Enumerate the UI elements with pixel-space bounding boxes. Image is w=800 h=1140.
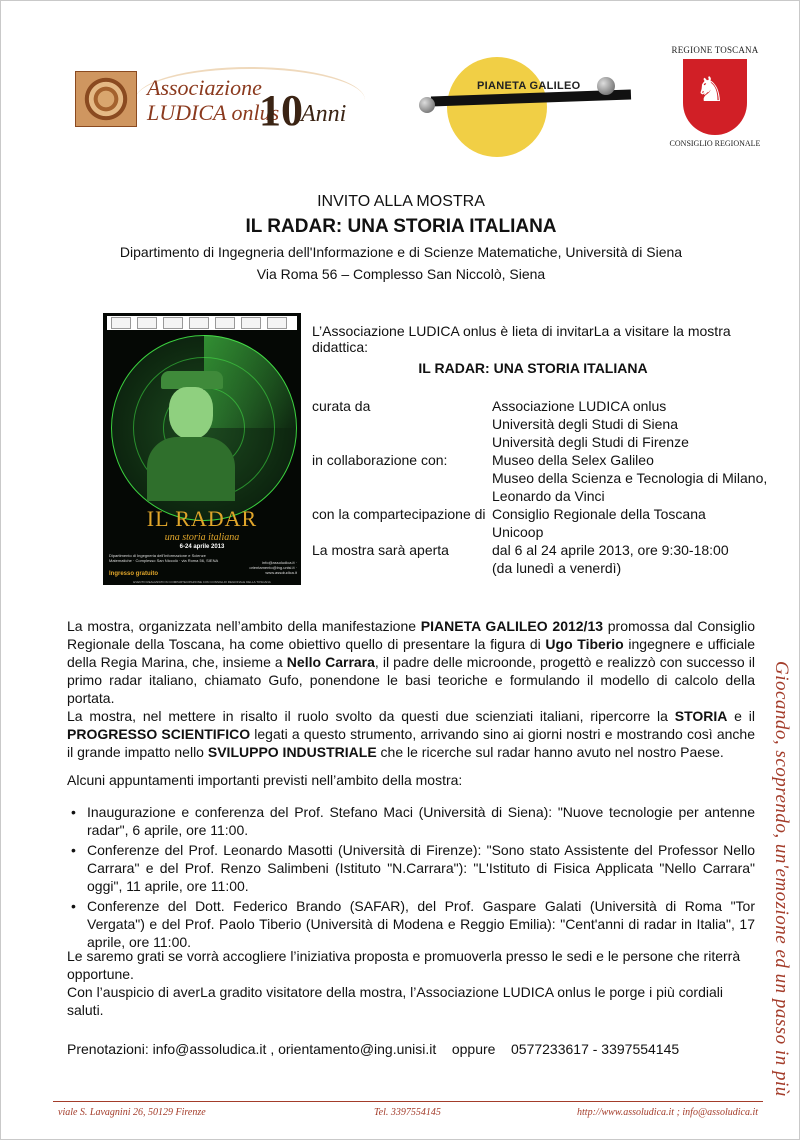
text-run: e il bbox=[727, 708, 755, 724]
closing-line: Con l’auspicio di averLa gradito visitatore della mostra, l’Associazione LUDICA onlus le porge i più cordiali saluti. bbox=[67, 984, 723, 1018]
footer-web: http://www.assoludica.it ; info@assoludica.it bbox=[577, 1107, 758, 1118]
text-run-bold: Ugo Tiberio bbox=[545, 636, 624, 652]
ludica-logo-ten: 10 bbox=[259, 86, 303, 135]
detail-value: dal 6 al 24 aprile 2013, ore 9:30-18:00 bbox=[492, 542, 729, 558]
poster-contacts: info@assoludica.it · orientamento@ing.unisi.it · www.assoludica.it bbox=[249, 560, 297, 575]
detail-values bbox=[492, 541, 782, 577]
text-run: promossa dal Consiglio Regionale della Toscana, ha come obiettivo quello di presentare la figura di bbox=[67, 618, 755, 652]
detail-value: Unicoop bbox=[492, 524, 544, 540]
horse-icon: ♞ bbox=[695, 71, 726, 109]
detail-value: (da lunedì a venerdì) bbox=[492, 560, 622, 576]
officer-uniform bbox=[147, 437, 235, 501]
regione-toscana-logo bbox=[669, 45, 761, 155]
officer-face bbox=[169, 387, 213, 439]
invito-heading: INVITO ALLA MOSTRA bbox=[317, 193, 485, 210]
detail-label: in collaborazione con: bbox=[312, 452, 448, 468]
text-run: , il padre delle microonde, progettò e realizzò con successo il primo radar italiano, chiamato Gufo, ponendone le basi teoriche e formulando il modello di calcolo della portata. bbox=[67, 654, 755, 706]
list-item: • Conferenze del Dott. Federico Brando (SAFAR), del Prof. Gaspare Galati (Università di Roma "Tor Vergata") e del Prof. Paolo Tiberio (Università di Modena e Reggio Emilia): "Cent'anni di radar in Italia", 17 aprile, ore 11:00. bbox=[67, 897, 755, 951]
detail-value: Museo della Selex Galileo bbox=[492, 452, 654, 468]
ludica-logo bbox=[75, 63, 365, 153]
body-paragraph bbox=[67, 617, 755, 707]
detail-row bbox=[312, 505, 782, 541]
text-run: legati a questo strumento, arrivando sino ai giorni nostri e mostrando così anche il grande impatto nello bbox=[67, 726, 755, 760]
page-title: IL RADAR: UNA STORIA ITALIANA bbox=[245, 216, 557, 237]
text-run: ingegnere e ufficiale della Regia Marina, che, insieme a bbox=[67, 636, 756, 670]
ludica-logo-line2: LUDICA onlus bbox=[147, 100, 280, 125]
toscana-logo-bottom: CONSIGLIO REGIONALE bbox=[669, 139, 761, 148]
sponsor-logo-icon bbox=[241, 317, 261, 329]
poster-subtitle: una storia italiana bbox=[164, 532, 240, 543]
galileo-ball-icon bbox=[419, 97, 435, 113]
detail-label: con la compartecipazione di bbox=[312, 506, 486, 522]
detail-value: Università degli Studi di Siena bbox=[492, 416, 678, 432]
poster-venue-text: Dipartimento di Ingegneria dell'Informazione e Scienze Matematiche · Complesso San Niccolò · via Roma 56, SIENA bbox=[109, 553, 219, 563]
detail-values bbox=[492, 505, 782, 541]
detail-value: Leonardo da Vinci bbox=[492, 488, 605, 504]
toscana-logo-top: REGIONE TOSCANA bbox=[671, 45, 759, 55]
detail-row bbox=[312, 541, 782, 577]
sponsor-logo-icon bbox=[111, 317, 131, 329]
detail-label: curata da bbox=[312, 398, 371, 414]
text-run-bold: Nello Carrara bbox=[286, 654, 375, 670]
closing-line: Le saremo grati se vorrà accogliere l’iniziativa proposta e promuoverla presso le sedi e le persone che riterrà opportune. bbox=[67, 948, 741, 982]
text-run-bold: PROGRESSO SCIENTIFICO bbox=[67, 726, 251, 742]
appuntamenti-list bbox=[67, 803, 755, 953]
text-run-bold: SVILUPPO INDUSTRIALE bbox=[207, 744, 377, 760]
detail-label: La mostra sarà aperta bbox=[312, 542, 449, 558]
appuntamenti-intro: Alcuni appuntamenti importanti previsti nell’ambito della mostra: bbox=[67, 772, 463, 788]
detail-row bbox=[312, 397, 782, 451]
sponsor-logo-icon bbox=[163, 317, 183, 329]
closing-text bbox=[67, 947, 755, 1019]
sponsor-logo-icon bbox=[215, 317, 235, 329]
footer-divider bbox=[53, 1101, 763, 1102]
poster-footer: EVENTO REALIZZATO IN COMPARTECIPAZIONE CON CONSIGLIO REGIONALE DELLA TOSCANA bbox=[133, 580, 271, 584]
ludica-logo-line1: Associazione bbox=[147, 75, 262, 100]
poster-ingresso: Ingresso gratuito bbox=[109, 571, 159, 577]
list-item: • Inaugurazione e conferenza del Prof. Stefano Maci (Università di Siena): "Nuove tecnologie per antenne radar", 6 aprile, ore 11:00. bbox=[67, 803, 755, 839]
detail-value: Museo della Scienza e Tecnologia di Milano, bbox=[492, 470, 768, 486]
list-item: • Conferenze del Prof. Leonardo Masotti (Università di Firenze): "Sono stato Assistente del Professor Nello Carrara" e del Prof. Renzo Salimbeni (Istituto "N.Carrara"): "L'Istituto di Fisica Applicata "Nello Carrara" oggi", 11 aprile, ore 11:00. bbox=[67, 841, 755, 895]
toscana-shield-icon bbox=[683, 59, 747, 135]
body-text bbox=[67, 617, 755, 761]
text-run: La mostra, organizzata nell’ambito della manifestazione bbox=[67, 618, 421, 634]
address-line: Via Roma 56 – Complesso San Niccolò, Siena bbox=[256, 266, 546, 282]
detail-values bbox=[492, 451, 782, 505]
pianeta-galileo-logo bbox=[417, 57, 637, 147]
detail-row bbox=[312, 451, 782, 505]
galileo-sun-icon bbox=[447, 57, 547, 157]
text-run-bold: STORIA bbox=[674, 708, 728, 724]
sponsor-logo-icon bbox=[189, 317, 209, 329]
prenotazioni-line: Prenotazioni: info@assoludica.it , orientamento@ing.unisi.it oppure 0577233617 - 3397554145 bbox=[67, 1041, 680, 1057]
text-run: La mostra, nel mettere in risalto il ruolo svolto da questi due scienziati italiani, ripercorre la bbox=[67, 708, 675, 724]
detail-value: Consiglio Regionale della Toscana bbox=[492, 506, 706, 522]
poster-dates: 6-24 aprile 2013 bbox=[179, 544, 225, 550]
exhibit-title: IL RADAR: UNA STORIA ITALIANA bbox=[418, 360, 648, 376]
poster-sponsor-logos bbox=[107, 316, 297, 330]
ludica-logo-anni: Anni bbox=[301, 101, 347, 127]
ludica-emblem-icon bbox=[75, 71, 137, 127]
side-motto: Giocando, scoprendo, un'emozione ed un passo in più bbox=[771, 661, 792, 1097]
galileo-ball-icon bbox=[597, 77, 615, 95]
sponsor-logo-icon bbox=[137, 317, 157, 329]
footer-address: viale S. Lavagnini 26, 50129 Firenze bbox=[58, 1107, 206, 1118]
text-run-bold: PIANETA GALILEO 2012/13 bbox=[420, 618, 604, 634]
exhibit-details bbox=[312, 397, 782, 577]
exhibition-poster bbox=[103, 313, 301, 585]
text-run: che le ricerche sul radar hanno avuto nel nostro Paese. bbox=[376, 744, 724, 760]
department-line: Dipartimento di Ingegneria dell'Informazione e di Scienze Matematiche, Università di Siena bbox=[119, 244, 683, 260]
poster-title: IL RADAR bbox=[146, 506, 258, 531]
galileo-logo-text: PIANETA GALILEO bbox=[477, 80, 581, 92]
detail-values bbox=[492, 397, 782, 451]
footer-phone: Tel. 3397554145 bbox=[374, 1107, 441, 1118]
detail-value: Università degli Studi di Firenze bbox=[492, 434, 689, 450]
invitation-intro: L’Associazione LUDICA onlus è lieta di invitarLa a visitare la mostra didattica: bbox=[312, 323, 731, 355]
detail-value: Associazione LUDICA onlus bbox=[492, 398, 667, 414]
body-paragraph bbox=[67, 707, 755, 761]
officer-portrait bbox=[145, 371, 235, 501]
sponsor-logo-icon bbox=[267, 317, 287, 329]
